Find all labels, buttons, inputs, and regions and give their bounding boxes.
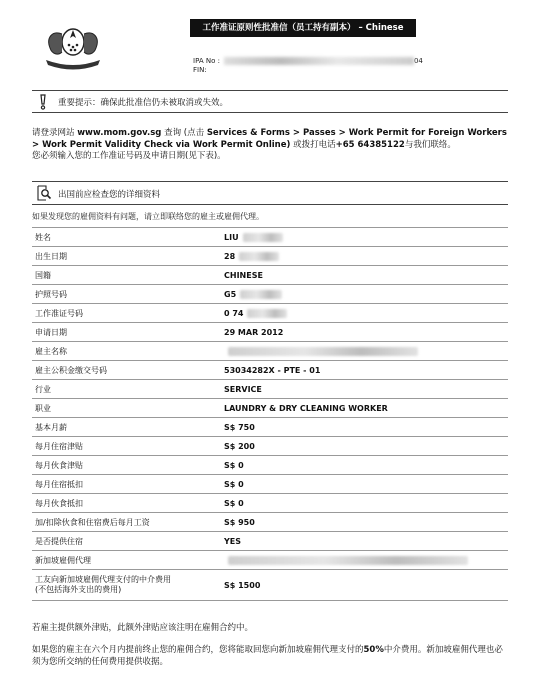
table-row	[32, 532, 508, 551]
detail-label	[32, 266, 221, 285]
detail-label-text: 工友向新加坡雇佣代理支付的中介费用	[35, 575, 171, 584]
phone-number: +65 64385122	[335, 139, 405, 150]
detail-label	[32, 456, 221, 475]
detail-value	[221, 266, 508, 285]
ipa-tail: 04	[413, 57, 423, 65]
refund-percent: 50%	[363, 645, 384, 655]
detail-label	[32, 285, 221, 304]
table-row	[32, 304, 508, 323]
detail-value	[221, 456, 508, 475]
table-row	[32, 456, 508, 475]
refund-text-a: 如果您的雇主在六个月内提前终止您的雇佣合约，您将能取回您向新加坡雇佣代理支付的	[32, 645, 364, 655]
ipa-label: IPA No :	[193, 57, 220, 65]
detail-label	[32, 228, 221, 247]
footer-note-allowance: 若雇主提供额外津贴，此额外津贴应该注明在雇佣合约中。	[32, 623, 254, 633]
table-row	[32, 570, 508, 601]
fin-label: FIN:	[193, 66, 207, 74]
table-row	[32, 475, 508, 494]
detail-label-text: 每月伙食津贴	[35, 460, 83, 470]
intro-paragraph	[32, 128, 508, 163]
detail-label	[32, 380, 221, 399]
detail-value	[221, 247, 508, 266]
detail-value-text: S$ 750	[224, 422, 255, 432]
redacted-value	[228, 347, 418, 356]
redacted-value	[243, 233, 283, 242]
detail-label	[32, 247, 221, 266]
detail-label-text: 基本月薪	[35, 422, 67, 432]
intro-text-d: 与我们联络。	[404, 139, 456, 150]
detail-value	[221, 361, 508, 380]
detail-label-text: 每月住宿津贴	[35, 441, 83, 451]
detail-label	[32, 475, 221, 494]
detail-label	[32, 494, 221, 513]
detail-label	[32, 323, 221, 342]
important-notice	[32, 90, 508, 113]
detail-value	[221, 304, 508, 323]
detail-value	[221, 494, 508, 513]
redacted-value	[240, 290, 282, 299]
table-row	[32, 361, 508, 380]
detail-value-text: SERVICE	[224, 384, 262, 394]
table-row	[32, 551, 508, 570]
detail-value-text: 29 MAR 2012	[224, 327, 284, 337]
refund-text-b: 中介费用。新加坡雇佣代理也必须为您所交纳的任何费用提供收据。	[32, 645, 503, 667]
detail-label-text: 国籍	[35, 270, 51, 280]
detail-value-text: S$ 0	[224, 479, 244, 489]
detail-value-text: S$ 200	[224, 441, 255, 451]
table-row	[32, 323, 508, 342]
detail-value	[221, 380, 508, 399]
notice-text: 重要提示：确保此批准信仍未被取消或失效。	[58, 98, 229, 108]
detail-label-text: 行业	[35, 384, 51, 394]
table-row	[32, 266, 508, 285]
detail-value-text: S$ 0	[224, 498, 244, 508]
detail-label-text: 姓名	[35, 232, 51, 242]
table-row	[32, 380, 508, 399]
detail-value-text: G5	[224, 289, 237, 299]
detail-value	[221, 342, 508, 361]
detail-value-text: CHINESE	[224, 270, 263, 280]
detail-label	[32, 304, 221, 323]
detail-label-text: 雇主名称	[35, 346, 67, 356]
detail-label-text: 工作准证号码	[35, 308, 83, 318]
detail-label-text: 每月伙食抵扣	[35, 498, 83, 508]
redacted-value	[239, 252, 279, 261]
detail-value	[221, 551, 508, 570]
detail-value	[221, 323, 508, 342]
exclamation-icon	[36, 94, 50, 110]
magnifier-document-icon	[36, 185, 52, 201]
detail-value-text: LAUNDRY & DRY CLEANING WORKER	[224, 403, 388, 413]
details-section-header	[32, 181, 508, 205]
detail-value	[221, 437, 508, 456]
table-row	[32, 247, 508, 266]
detail-label	[32, 361, 221, 380]
intro-text-b: 查询 (点击	[161, 128, 207, 138]
intro-text-e: 您必须输入您的工作准证号码及申请日期(见下表)。	[32, 151, 226, 161]
intro-text-c: 或拨打电话	[290, 139, 336, 150]
detail-value-text: 28	[224, 251, 236, 261]
detail-value-text: S$ 950	[224, 517, 255, 527]
detail-value-text: 53034282X - PTE - 01	[224, 365, 321, 375]
intro-text-a: 请登录网站	[32, 128, 78, 138]
detail-label	[32, 399, 221, 418]
detail-value	[221, 475, 508, 494]
redacted-value	[247, 309, 287, 318]
employment-details-table	[32, 227, 508, 601]
table-row	[32, 399, 508, 418]
detail-label-text: 护照号码	[35, 289, 67, 299]
table-row	[32, 228, 508, 247]
detail-value	[221, 532, 508, 551]
detail-label	[32, 532, 221, 551]
table-row	[32, 418, 508, 437]
detail-value	[221, 399, 508, 418]
footer-note-refund	[32, 645, 508, 668]
detail-label	[32, 513, 221, 532]
detail-label	[32, 418, 221, 437]
section-title: 出国前应检查您的详细资料	[58, 190, 161, 200]
detail-label-text: 雇主公积金缴交号码	[35, 365, 107, 375]
detail-value	[221, 285, 508, 304]
detail-value	[221, 513, 508, 532]
detail-value-text: 0 74	[224, 308, 244, 318]
singapore-crest-icon	[38, 18, 108, 70]
detail-label-text: 是否提供住宿	[35, 536, 83, 546]
table-row	[32, 494, 508, 513]
detail-label	[32, 437, 221, 456]
detail-value-text: YES	[224, 536, 242, 546]
letter-title: 工作准证原则性批准信（员工持有副本） – Chinese	[190, 19, 416, 37]
detail-label-text: 每月住宿抵扣	[35, 479, 83, 489]
detail-value-text: LIU	[224, 232, 239, 242]
table-row	[32, 513, 508, 532]
detail-value	[221, 228, 508, 247]
redacted-ipa-number	[224, 57, 414, 65]
detail-value	[221, 570, 508, 601]
detail-label-text: 加/扣除伙食和住宿费后每月工资	[35, 517, 150, 527]
detail-label-text: 职业	[35, 403, 51, 413]
detail-label-text: 申请日期	[35, 327, 67, 337]
table-row	[32, 437, 508, 456]
table-row	[32, 285, 508, 304]
detail-label-note: (不包括海外支出的费用)	[35, 585, 122, 594]
ipa-fin-block	[193, 57, 423, 75]
detail-label	[32, 570, 221, 601]
detail-value-text: S$ 0	[224, 460, 244, 470]
detail-label	[32, 551, 221, 570]
mom-website-link[interactable]: www.mom.gov.sg	[77, 128, 162, 138]
detail-value	[221, 418, 508, 437]
detail-label	[32, 342, 221, 361]
detail-label-text: 出生日期	[35, 251, 67, 261]
detail-label-text: 新加坡雇佣代理	[35, 555, 91, 565]
menu-path: Services & Forms > Passes > Work Permit for Foreign Workers > Work Permit Validity Check via Work Permit Online)	[32, 128, 507, 150]
section-note: 如果发现您的雇佣资料有问题，请立即联络您的雇主或雇佣代理。	[32, 212, 264, 221]
detail-value-text: S$ 1500	[224, 580, 261, 590]
redacted-value	[228, 556, 468, 565]
table-row	[32, 342, 508, 361]
